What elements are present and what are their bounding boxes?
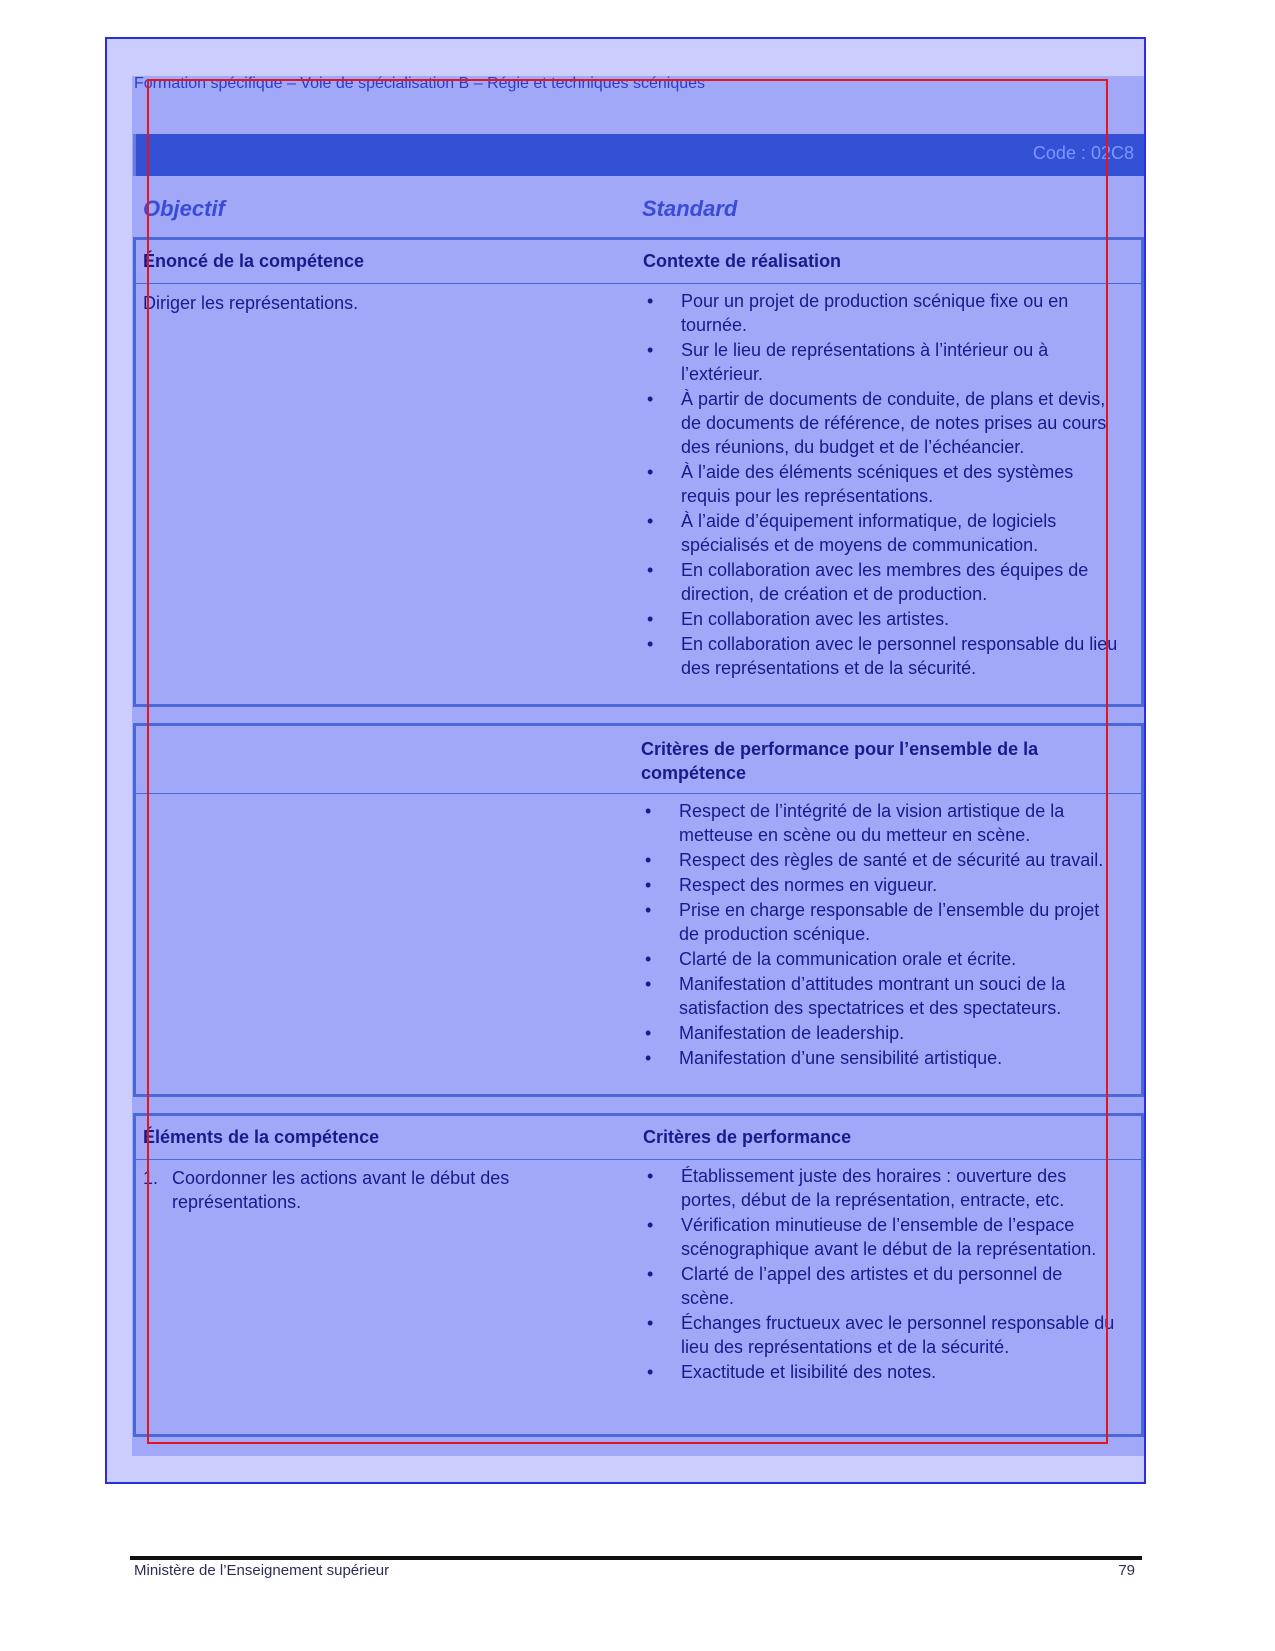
list-item: • À l’aide d’équipement informatique, de logiciels spécialisés et de moyens de communication. — [643, 509, 1118, 557]
list-item: • Manifestation d’attitudes montrant un souci de la satisfaction des spectatrices et des spectateurs. — [641, 972, 1118, 1020]
list-item: • Sur le lieu de représentations à l’intérieur ou à l’extérieur. — [643, 338, 1118, 386]
list-item: • En collaboration avec les artistes. — [643, 607, 1118, 631]
objective-title: Objectif — [143, 196, 225, 221]
program-header: Formation spécifique – Voie de spécialisation B – Régie et techniques scéniques — [134, 75, 706, 92]
list-item: • Respect de l’intégrité de la vision artistique de la metteuse en scène ou du metteur en scène. — [641, 799, 1118, 847]
list-item: • Clarté de la communication orale et écrite. — [641, 947, 1118, 971]
global-criteria-heading: Critères de performance pour l’ensemble de la compétence — [641, 739, 1039, 783]
element-number: 1. — [143, 1168, 159, 1188]
list-item: • En collaboration avec le personnel responsable du lieu des représentations et de la sécurité. — [643, 632, 1118, 680]
list-item: • Clarté de l’appel des artistes et du personnel de scène. — [643, 1262, 1118, 1310]
list-item: • Pour un projet de production scénique fixe ou en tournée. — [643, 289, 1118, 337]
element-text: Coordonner les actions avant le début des représentations. — [172, 1168, 510, 1212]
list-item: • Exactitude et lisibilité des notes. — [643, 1360, 1118, 1384]
course-code: Code : 02C8 — [1032, 143, 1134, 163]
footer-ministry: Ministère de l’Enseignement supérieur — [134, 1562, 390, 1579]
list-item: • À l’aide des éléments scéniques et des systèmes requis pour les représentations. — [643, 460, 1118, 508]
context-heading: Contexte de réalisation — [643, 251, 842, 271]
global-criteria-list — [641, 799, 1118, 1071]
list-item: • Échanges fructueux avec le personnel responsable du lieu des représentations et de la sécurité. — [643, 1311, 1118, 1359]
code-band — [133, 134, 1144, 176]
performance-criteria-list — [643, 1164, 1118, 1385]
list-item: • Manifestation de leadership. — [641, 1021, 1118, 1045]
list-item: • Établissement juste des horaires : ouverture des portes, début de la représentation, entracte, etc. — [643, 1164, 1118, 1212]
header-divider — [136, 793, 1141, 794]
context-list — [643, 289, 1118, 681]
performance-heading: Critères de performance — [643, 1127, 852, 1147]
header-divider — [136, 1159, 1141, 1160]
page-number: 79 — [1118, 1562, 1135, 1579]
list-item: • Respect des règles de santé et de sécurité au travail. — [641, 848, 1118, 872]
competence-statement: Diriger les représentations. — [143, 293, 359, 313]
list-item: • À partir de documents de conduite, de plans et devis, de documents de référence, de notes prises au cours des réunions, du budget et de l’échéancier. — [643, 387, 1118, 459]
list-item: • Respect des normes en vigueur. — [641, 873, 1118, 897]
elements-heading: Éléments de la compétence — [143, 1127, 380, 1147]
competence-heading: Énoncé de la compétence — [143, 251, 365, 271]
list-item: • Manifestation d’une sensibilité artistique. — [641, 1046, 1118, 1070]
list-item: • En collaboration avec les membres des équipes de direction, de création et de production. — [643, 558, 1118, 606]
footer-rule — [130, 1556, 1142, 1560]
list-item: • Vérification minutieuse de l’ensemble de l’espace scénographique avant le début de la représentation. — [643, 1213, 1118, 1261]
header-divider — [136, 283, 1141, 284]
list-item: • Prise en charge responsable de l’ensemble du projet de production scénique. — [641, 898, 1118, 946]
standard-title: Standard — [642, 196, 738, 221]
